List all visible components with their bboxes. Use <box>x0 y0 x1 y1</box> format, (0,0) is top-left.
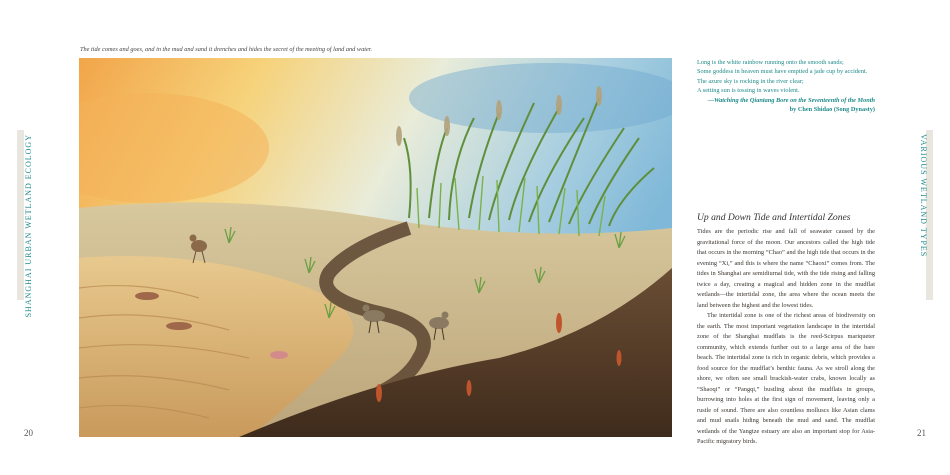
right-running-head: VARIOUS WETLAND TYPES <box>919 134 928 258</box>
left-side-tab <box>17 0 24 475</box>
poem-line: The azure sky is rocking in the river clear; <box>697 77 804 85</box>
left-running-head: SHANGHAI URBAN WETLAND ECOLOGY <box>24 134 33 318</box>
poem-source-title <box>697 96 875 105</box>
left-page-number: 20 <box>24 428 33 438</box>
poem-line: A setting sun is tossing in waves violent. <box>697 87 800 95</box>
section-heading: Up and Down Tide and Intertidal Zones <box>697 212 851 223</box>
mudflat-painting <box>79 58 672 437</box>
poem-line: Long is the white rainbow running onto the smooth sands; <box>697 59 844 66</box>
watercolor-illustration <box>79 58 672 437</box>
epigraph-poem <box>697 58 875 114</box>
poem-source-title-text: —Watching the Qiantang Bore on the Seventeenth of the Month <box>707 96 875 104</box>
right-page-number: 21 <box>917 428 926 438</box>
figure-caption: The tide comes and goes, and in the mud and sand it drenches and hides the secret of the meeting of land and water. <box>80 46 373 53</box>
section-body <box>697 227 875 448</box>
body-paragraph-1: Tides are the periodic rise and fall of seawater caused by the gravitational force of the moon. Our ancestors called the high tide that occurs in the morning “Chao” and the high tide that occurs in the evening “Xi,” and this is where the name “Chaoxi” comes from. The tides in Shanghai are semidiurnal tide, with the tide rising and falling twice a day, creating a magical and hidden zone in the mudflat wetlands—the intertidal zone, the area where the ocean meets the land between the highest and the lowest tides. <box>697 228 875 309</box>
poem-source-author: by Chen Shidao (Song Dynasty) <box>789 106 875 114</box>
poem-line: Some goddess in heaven must have emptied a jade cup by accident. <box>697 68 868 76</box>
body-paragraph-2: The intertidal zone is one of the richest areas of biodiversity on the earth. The most important vegetation landscape in the intertidal zone of the Shanghai mudflats is the reed-Scirpus mariqueter community, which extends further out to a large area of the bare beach. The intertidal zone is rich in organic debris, which provides a food source for the mudflat’s benthic fauna. As we stroll along the shore, we often see small brackish-water crabs, known locally as “Shaoqi” or “Pangqi,” bustling about the mudflats in groups, burrowing into holes at the first sign of movement, leaving only a rustle of sound. There are also countless molluscs like Asian clams and mud snails hiding beneath the mud and sand. The mudflat wetlands of the Yangtze estuary are also an important stop for Asia-Pacific migratory birds. <box>697 312 875 445</box>
